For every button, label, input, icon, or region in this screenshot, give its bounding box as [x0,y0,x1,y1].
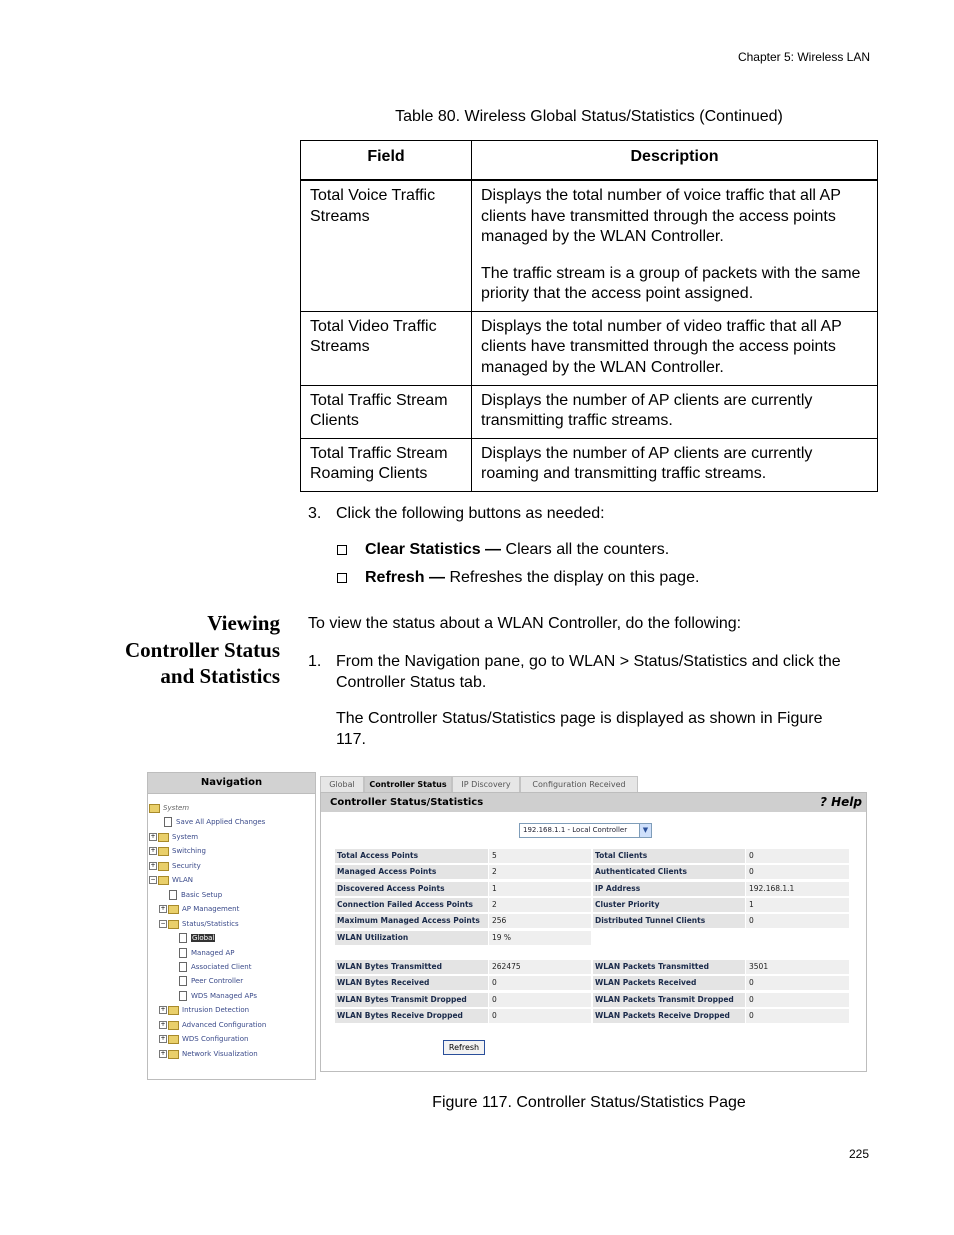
navigation-pane [147,772,316,1080]
step-text: Click the following buttons as needed: [336,505,605,522]
stat-value: 0 [489,976,591,990]
stat-label: WLAN Packets Transmit Dropped [593,993,745,1007]
stat-value: 1 [489,882,591,896]
folder-icon [168,1006,179,1015]
stat-value: 256 [489,914,591,928]
controller-select-value: 192.168.1.1 - Local Controller [523,826,628,834]
description-text: Displays the number of AP clients are currently transmitting traffic streams. [481,391,813,429]
tab-ip-discovery[interactable]: IP Discovery [452,776,520,792]
tree-item-system[interactable]: + System [150,833,199,841]
bullet-box-icon [337,573,347,583]
description-text: Displays the total number of video traffic that all AP clients have transmitted through the access points managed by the WLAN Controller. [481,317,842,376]
stat-label: WLAN Packets Transmitted [593,960,745,974]
field-cell: Total Traffic Stream Roaming Clients [301,438,472,491]
tree-item-global[interactable]: Global [179,932,215,944]
stat-label: WLAN Packets Received [593,976,745,990]
stat-label: WLAN Bytes Transmit Dropped [335,993,488,1007]
bullet-term: Refresh — [365,569,446,586]
description-cell [472,438,878,491]
stat-label: Authenticated Clients [593,865,745,879]
tab-global[interactable]: Global [320,776,364,792]
stat-value: 0 [746,1009,849,1023]
stat-label: WLAN Bytes Receive Dropped [335,1009,488,1023]
folder-icon [168,1050,179,1059]
stat-label: Managed Access Points [335,865,488,879]
bullet-box-icon [337,545,347,555]
chapter-header: Chapter 5: Wireless LAN [737,50,870,64]
collapse-icon[interactable]: − [160,920,166,927]
expand-icon[interactable]: + [150,833,156,840]
open-folder-icon [158,876,169,885]
expand-icon[interactable]: + [160,1021,166,1028]
tab-controller-status[interactable]: Controller Status [364,776,452,792]
section-heading-line: Controller Status [125,637,280,662]
folder-icon [158,833,169,842]
expand-icon[interactable]: + [160,1050,166,1057]
page-icon [179,933,187,943]
page-icon [169,890,177,900]
navigation-title: Navigation [148,773,315,794]
stat-label: Connection Failed Access Points [335,898,488,912]
refresh-button[interactable]: Refresh [443,1040,485,1055]
controller-select[interactable] [519,823,652,838]
folder-icon [168,1035,179,1044]
stat-value: 192.168.1.1 [746,882,849,896]
stat-value: 0 [489,993,591,1007]
description-text: The traffic stream is a group of packets with the same priority that the access point assigned. [481,264,861,302]
bullet-text: Refreshes the display on this page. [445,569,700,586]
tree-item-wds-configuration[interactable]: + WDS Configuration [160,1035,249,1043]
stat-value: 2 [489,865,591,879]
section-heading-line: Viewing [207,611,280,635]
tree-item-status-statistics[interactable]: − Status/Statistics [160,920,239,928]
help-link[interactable]: ? Help [819,795,862,809]
table-caption: Table 80. Wireless Global Status/Statistics (Continued) [395,108,783,125]
field-cell: Total Traffic Stream Clients [301,385,472,438]
folder-icon [158,862,169,871]
step-note: The Controller Status/Statistics page is displayed as shown in Figure 117. [336,710,823,748]
step-number: 3. [308,505,322,522]
page-icon [179,962,187,972]
field-cell: Total Voice Traffic Streams [301,180,472,311]
tree-item-associated-client[interactable]: Associated Client [179,961,251,973]
stat-value: 0 [746,993,849,1007]
bullet-term: Clear Statistics — [365,541,502,558]
expand-icon[interactable]: + [160,1035,166,1042]
tab-configuration-received[interactable]: Configuration Received [520,776,638,792]
stat-value: 5 [489,849,591,863]
stat-label: WLAN Packets Receive Dropped [593,1009,745,1023]
description-cell [472,311,878,385]
folder-icon [168,905,179,914]
table-row [301,311,878,385]
table-row [301,438,878,491]
column-header-field: Field [301,141,472,181]
figure-caption: Figure 117. Controller Status/Statistics Page [432,1094,746,1111]
stat-value: 0 [746,849,849,863]
folder-icon [149,804,160,813]
bullet-text: Clears all the counters. [501,541,670,558]
page-icon [179,976,187,986]
tree-item-basic-setup[interactable]: Basic Setup [169,889,222,901]
collapse-icon[interactable]: − [150,876,156,883]
tree-item-peer-controller[interactable]: Peer Controller [179,975,243,987]
page-number: 225 [848,1147,869,1161]
tree-item-switching[interactable]: + Switching [150,847,206,855]
stat-label: Distributed Tunnel Clients [593,914,745,928]
step-1 [308,652,878,693]
page-icon [179,948,187,958]
tree-item-wlan[interactable]: − WLAN [150,876,194,884]
stat-label: WLAN Bytes Transmitted [335,960,488,974]
section-heading-line: and Statistics [160,664,280,688]
stat-value: 262475 [489,960,591,974]
stat-value: 1 [746,898,849,912]
tree-item-managed-ap[interactable]: Managed AP [179,947,234,959]
stat-label: Total Access Points [335,849,488,863]
page-icon [179,991,187,1001]
field-cell: Total Video Traffic Streams [301,311,472,385]
chevron-down-icon[interactable]: ▼ [639,824,651,837]
open-folder-icon [168,920,179,929]
controller-status-panel [320,792,867,1072]
step-text: From the Navigation pane, go to WLAN > Status/Statistics and click the Controller Status tab. [336,653,841,691]
stat-label: WLAN Utilization [335,931,488,945]
tree-item-wds-managed-aps[interactable]: WDS Managed APs [179,990,257,1002]
description-cell [472,180,878,311]
stat-value: 19 % [489,931,591,945]
bullet-clear-statistics [337,541,877,561]
tree-item-advanced-configuration[interactable]: + Advanced Configuration [160,1021,267,1029]
panel-title: Controller Status/Statistics [330,797,484,808]
stat-label: Maximum Managed Access Points [335,914,488,928]
tree-item-security[interactable]: + Security [150,862,201,870]
expand-icon[interactable]: + [160,1006,166,1013]
bullet-refresh [337,569,877,589]
table-header-row [301,141,878,181]
step-number: 1. [308,653,322,670]
section-heading [125,610,280,690]
status-statistics-table [300,140,878,492]
stat-value: 0 [746,865,849,879]
stat-label: Discovered Access Points [335,882,488,896]
folder-icon [168,1021,179,1030]
folder-icon [158,847,169,856]
tree-item-intrusion-detection[interactable]: + Intrusion Detection [160,1006,250,1014]
expand-icon[interactable]: + [150,847,156,854]
stat-label: IP Address [593,882,745,896]
tree-item-network-visualization[interactable]: + Network Visualization [160,1050,258,1058]
stat-label: Total Clients [593,849,745,863]
expand-icon[interactable]: + [150,862,156,869]
column-header-description: Description [472,141,878,181]
stat-value: 2 [489,898,591,912]
table-row [301,385,878,438]
stat-value: 0 [746,914,849,928]
tree-item-save-all[interactable]: Save All Applied Changes [164,816,265,828]
description-cell [472,385,878,438]
description-text: Displays the number of AP clients are currently roaming and transmitting traffic streams. [481,444,813,482]
stat-value: 0 [746,976,849,990]
tree-item-ap-management[interactable]: + AP Management [160,905,240,913]
panel-title-bar [321,793,866,812]
stat-value: 0 [489,1009,591,1023]
page-icon [164,817,172,827]
expand-icon[interactable]: + [160,905,166,912]
stat-label: WLAN Bytes Received [335,976,488,990]
section-intro: To view the status about a WLAN Controller, do the following: [308,615,742,632]
table-row [301,180,878,311]
description-text: Displays the total number of voice traffic that all AP clients have transmitted through the access points managed by the WLAN Controller. [481,187,841,245]
stat-label: Cluster Priority [593,898,745,912]
stat-value: 3501 [746,960,849,974]
tree-item-system-root[interactable]: System [149,802,189,814]
